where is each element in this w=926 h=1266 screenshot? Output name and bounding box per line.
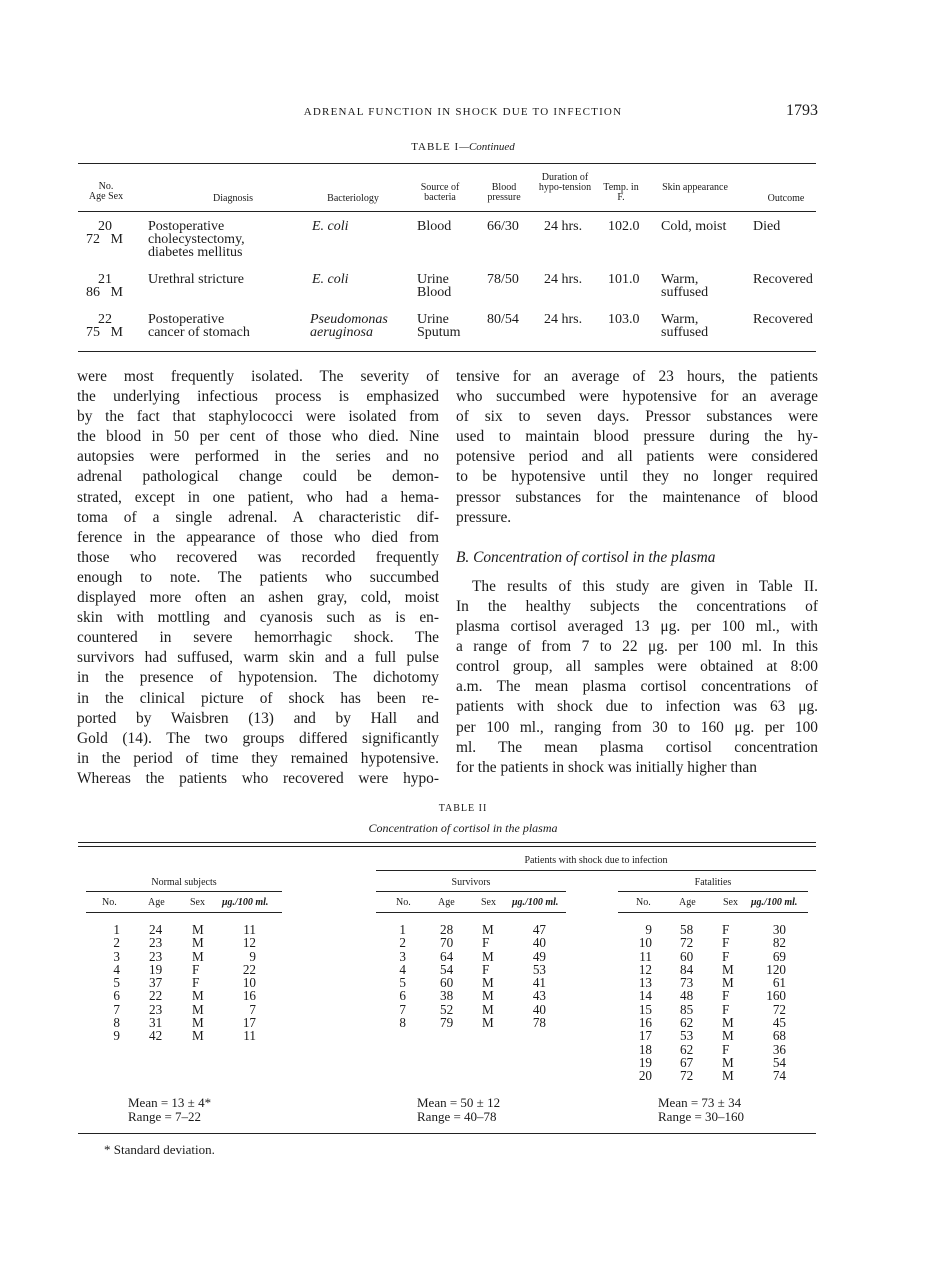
table2-cell: 18 — [638, 1041, 652, 1057]
surv-col-age — [440, 923, 453, 1029]
table2-cell: 4 — [113, 961, 120, 977]
survivors-range: Range = 40–78 — [417, 1108, 497, 1124]
t1-cell-temp: 101.0 — [608, 272, 640, 287]
running-title: ADRENAL FUNCTION IN SHOCK DUE TO INFECTION — [303, 106, 623, 118]
table2-cell: 24 — [149, 922, 163, 937]
table2-cell: 22 — [149, 988, 163, 1004]
survivors-rule — [376, 891, 566, 892]
t1-cell-diagnosis — [148, 220, 245, 259]
t1-cell-duration: 24 hrs. — [544, 272, 583, 287]
t1-header-no: No. — [98, 181, 114, 192]
table2-cell: M — [482, 922, 494, 937]
normal-h-sex: Sex — [190, 897, 205, 908]
right-p2-line: plasma cortisol averaged 13 μg. per 100 ml., with — [456, 618, 818, 636]
t1-diag-line: cancer of stomach — [148, 325, 250, 340]
table2-cell: F — [722, 935, 730, 951]
table2-cell: 60 — [680, 948, 694, 964]
t1-cell-outcome: Recovered — [753, 312, 813, 327]
table2-cell: 69 — [772, 948, 786, 964]
t1-cell-bacteriology: E. coli — [312, 219, 349, 234]
left-col-line: Gold (14). The two groups differed significantly — [77, 729, 439, 747]
table2-cell: 68 — [772, 1028, 786, 1044]
table2-cell: 40 — [532, 935, 546, 951]
table2-cell: 11 — [639, 948, 652, 964]
t1-skin-line: suffused — [661, 285, 709, 300]
table2-cell: 2 — [113, 935, 120, 951]
table2-cell: 53 — [680, 1028, 694, 1044]
fatalities-range: Range = 30–160 — [658, 1108, 745, 1124]
table2-cell: 73 — [680, 975, 694, 991]
right-p2-line: control group, all samples were obtained at 8:00 — [456, 658, 818, 676]
right-p2-line: a.m. The mean plasma cortisol concentrations of — [456, 678, 818, 696]
t1-bact-line: Pseudomonas — [310, 312, 388, 327]
body-left-column — [77, 367, 439, 789]
left-col-line: the blood in 50 per cent of those who died. Nine — [77, 428, 439, 446]
table2-cell: 72 — [680, 1068, 694, 1084]
t1-source-line: Sputum — [417, 325, 461, 340]
normal-header-rule — [86, 912, 282, 913]
table2-cell: 9 — [113, 1028, 120, 1044]
left-col-line: displayed more often an ashen gray, cold, moist — [77, 589, 439, 607]
fatalities-mean: Mean = 73 ± 34 — [658, 1095, 742, 1110]
right-p1-line: who succumbed were hypotensive for an average — [456, 388, 818, 406]
surv-h-age: Age — [438, 897, 455, 908]
table2-cell: 15 — [638, 1001, 652, 1017]
t1-header-outcome: Outcome — [767, 193, 805, 204]
left-col-line: enough to note. The patients who succumbed — [77, 568, 439, 586]
t1-cell-skin: Cold, moist — [661, 219, 727, 234]
table2-cell: 1 — [113, 922, 120, 937]
page-number: 1793 — [786, 102, 818, 119]
left-col-line: those who recovered was recorded frequently — [77, 548, 439, 566]
left-col-line: toma of a single adrenal. A characteristic dif- — [77, 508, 439, 526]
table2-cell: 54 — [440, 961, 454, 977]
t1-cell-diagnosis — [148, 313, 250, 339]
table2-cell: 13 — [638, 975, 652, 991]
table2-cell: M — [192, 1015, 204, 1031]
table2-cell: 11 — [243, 1028, 256, 1044]
t1-skin-line: Warm, — [661, 312, 699, 327]
table2-cell: 120 — [766, 961, 786, 977]
t1-cell-temp: 103.0 — [608, 312, 640, 327]
table2-cell: 72 — [680, 935, 694, 951]
section-heading: B. Concentration of cortisol in the plasma — [456, 548, 716, 566]
t1-cell-skin — [661, 313, 708, 339]
right-p2-line: The results of this study are given in Table II. — [472, 577, 818, 595]
table2-cell: F — [722, 1041, 730, 1057]
fat-h-no: No. — [636, 897, 651, 908]
t1-cell-no: 22 — [98, 312, 112, 327]
table2-cell: F — [722, 988, 730, 1004]
table2-cell: 12 — [242, 935, 256, 951]
table1-caption — [0, 141, 926, 153]
survivors-title: Survivors — [451, 877, 491, 888]
table2-cell: 72 — [772, 1001, 786, 1017]
table2-cell: 49 — [532, 948, 546, 964]
t1-header-bacteriology: Bacteriology — [327, 193, 379, 204]
table2-cell: 6 — [399, 988, 406, 1004]
table2-cell: M — [482, 988, 494, 1004]
t1-header-source: Source of bacteria — [420, 182, 460, 203]
table2-cell: 84 — [680, 961, 694, 977]
left-col-line: in the presence of hypotension. The dichotomy — [77, 669, 439, 687]
surv-col-no — [390, 923, 406, 1029]
table2-cell: 9 — [249, 948, 256, 964]
t1-skin-line: suffused — [661, 325, 709, 340]
t1-header-skin: Skin appearance — [662, 182, 728, 193]
table2-cell: 67 — [680, 1054, 694, 1070]
right-p1-line: tensive for an average of 23 hours, the patients — [456, 368, 818, 385]
table2-cell: 22 — [242, 961, 256, 977]
table2-cell: 62 — [680, 1015, 694, 1031]
left-col-line: ference in the appearance of those who died from — [77, 528, 439, 546]
left-col-line: in the period of time they remained hypotensive. — [77, 749, 439, 767]
t1-cell-temp: 102.0 — [608, 219, 640, 234]
table2-cell: F — [482, 935, 490, 951]
table2-cell: 23 — [149, 948, 163, 964]
table2-cell: 17 — [638, 1028, 652, 1044]
t1-skin-line: Warm, — [661, 272, 699, 287]
surv-h-unit: μg./100 ml. — [512, 897, 559, 908]
survivors-summary — [417, 1096, 500, 1123]
table2-cell: M — [722, 1015, 734, 1031]
table2-cell: 14 — [638, 988, 652, 1004]
table2-cell: 3 — [113, 948, 120, 964]
normal-col-age — [149, 923, 162, 1043]
table2-cell: 6 — [113, 988, 120, 1004]
table2-cell: 30 — [772, 922, 786, 937]
right-p1-line: of six to seven days. Pressor substances were — [456, 408, 818, 426]
table2-cell: 8 — [399, 1015, 406, 1031]
t1-cell-age-sex: 75 M — [86, 325, 123, 340]
table2-cell: 11 — [243, 922, 256, 937]
t1-cell-duration: 24 hrs. — [544, 219, 583, 234]
t1-header-duration: Duration of hypo-tension — [538, 172, 592, 193]
surv-col-value — [518, 923, 546, 1029]
table2-cell: 160 — [766, 988, 786, 1004]
table2-cell: 61 — [772, 975, 786, 991]
table2-cell: 12 — [638, 961, 652, 977]
t1-header-temp: Temp. in F. — [603, 182, 639, 203]
table2-bottom-rule — [78, 1133, 816, 1134]
table2-cell: 45 — [772, 1015, 786, 1031]
t1-cell-skin — [661, 273, 708, 299]
table2-cell: 78 — [532, 1015, 546, 1031]
table1-label: TABLE I — [411, 141, 460, 153]
table2-cell: F — [482, 961, 490, 977]
table2-cell: 9 — [645, 922, 652, 937]
t1-cell-bp: 66/30 — [487, 219, 519, 234]
table2-cell: M — [192, 1028, 204, 1044]
table2-cell: 23 — [149, 1001, 163, 1017]
body-right-column — [456, 367, 818, 778]
t1-cell-bp: 78/50 — [487, 272, 519, 287]
table2-cell: F — [192, 961, 200, 977]
fat-h-sex: Sex — [723, 897, 738, 908]
t1-diag-line: cholecystectomy, — [148, 232, 245, 247]
table2-title: Concentration of cortisol in the plasma — [368, 821, 558, 835]
t1-cell-source — [417, 313, 461, 339]
right-p2-line: for the patients in shock was initially higher than — [456, 758, 757, 776]
normal-mean: Mean = 13 ± 4* — [128, 1095, 212, 1110]
normal-h-no: No. — [102, 897, 117, 908]
table2-cell: 43 — [532, 988, 546, 1004]
t1-cell-duration: 24 hrs. — [544, 312, 583, 327]
table2-cell: M — [722, 961, 734, 977]
table2-cell: M — [482, 1001, 494, 1017]
table2-cell: 37 — [149, 975, 163, 991]
table2-cell: F — [722, 948, 730, 964]
t1-source-line: Urine — [417, 312, 449, 327]
table2-cell: M — [482, 1015, 494, 1031]
table2-cell: 16 — [638, 1015, 652, 1031]
table2-cell: 3 — [399, 948, 406, 964]
t1-cell-outcome: Died — [753, 219, 781, 234]
normal-h-age: Age — [148, 897, 165, 908]
surv-col-sex — [482, 923, 494, 1029]
surv-header-rule — [376, 912, 566, 913]
table2-cell: 19 — [638, 1054, 652, 1070]
table2 — [78, 840, 816, 1140]
t1-diag-line: Postoperative — [148, 219, 225, 234]
table2-footnote: * Standard deviation. — [104, 1142, 215, 1157]
group-rule — [376, 870, 816, 871]
right-paragraph-2 — [456, 577, 818, 778]
table2-cell: M — [722, 1054, 734, 1070]
t1-source-line: Urine — [417, 272, 449, 287]
surv-h-no: No. — [396, 897, 411, 908]
table2-cell: 82 — [772, 935, 786, 951]
t1-header-bp: Blood pressure — [487, 182, 521, 203]
table2-cell: 42 — [149, 1028, 163, 1044]
t1-bact-line: aeruginosa — [310, 325, 373, 340]
table2-cell: 64 — [440, 948, 454, 964]
table2-cell: 70 — [440, 935, 454, 951]
left-col-line: were most frequently isolated. The severity of — [77, 368, 439, 385]
fat-col-sex — [722, 923, 734, 1083]
left-col-line: ported by Waisbren (13) and by Hall and — [77, 709, 439, 727]
fatalities-rule — [618, 891, 808, 892]
table2-cell: 60 — [440, 975, 454, 991]
t1-source-line: Blood — [417, 285, 452, 300]
right-p2-line: ml. The mean plasma cortisol concentration — [456, 738, 818, 756]
left-col-line: the underlying infectious process is emphasized — [77, 388, 439, 406]
table2-cell: M — [192, 935, 204, 951]
normal-rule — [86, 891, 282, 892]
t1-cell-source: Blood — [417, 219, 452, 234]
table2-cell: 10 — [242, 975, 256, 991]
table2-cell: 74 — [772, 1068, 786, 1084]
left-col-line: in the clinical picture of shock has been re- — [77, 689, 439, 707]
table2-cell: 31 — [149, 1015, 163, 1031]
table2-cell: 62 — [680, 1041, 694, 1057]
surv-h-sex: Sex — [481, 897, 496, 908]
left-col-line: Whereas the patients who recovered were hypo- — [77, 769, 439, 787]
left-col-line: by the fact that staphylococci were isolated from — [77, 408, 439, 426]
normal-h-unit: μg./100 ml. — [222, 897, 269, 908]
survivors-mean: Mean = 50 ± 12 — [417, 1095, 501, 1110]
table2-cell: 36 — [772, 1041, 786, 1057]
t1-cell-bacteriology: E. coli — [312, 272, 349, 287]
table2-cell: 7 — [249, 1001, 256, 1017]
table2-cell: 19 — [149, 961, 163, 977]
table2-cell: M — [482, 975, 494, 991]
right-p1-line: potensive period and all patients were considered — [456, 448, 818, 466]
right-p1-line: pressor substances for the maintenance of blood — [456, 488, 818, 506]
left-col-line: autopsies were performed in the series and no — [77, 448, 439, 466]
table2-group-header: Patients with shock due to infection — [524, 855, 668, 866]
table2-cell: M — [722, 1028, 734, 1044]
table1-caption-suffix: —Continued — [459, 141, 515, 153]
fat-col-no — [632, 923, 652, 1083]
table2-cell: M — [482, 948, 494, 964]
table2-cell: 16 — [242, 988, 256, 1004]
table2-cell: M — [722, 975, 734, 991]
t1-cell-outcome: Recovered — [753, 272, 813, 287]
fat-col-value — [754, 923, 786, 1083]
left-col-line: strated, except in one patient, who had a hema- — [77, 488, 439, 506]
table2-cell: 41 — [532, 975, 546, 991]
table2-cell: 4 — [399, 961, 406, 977]
table2-cell: 20 — [638, 1068, 652, 1084]
table2-cell: 17 — [242, 1015, 256, 1031]
t1-cell-bp: 80/54 — [487, 312, 519, 327]
right-p2-line: patients with shock due to infection was 63 μg. — [456, 698, 818, 716]
t1-cell-source — [417, 273, 451, 299]
right-p1-line: to be hypotensive until they no longer required — [456, 468, 818, 486]
fat-h-unit: μg./100 ml. — [751, 897, 798, 908]
right-p1-line: pressure. — [456, 508, 512, 526]
normal-col-value — [228, 923, 256, 1043]
table2-cell: F — [192, 975, 200, 991]
table2-cell: 7 — [399, 1001, 406, 1017]
fat-header-rule — [618, 912, 808, 913]
table2-cell: 1 — [399, 922, 406, 937]
table2-cell: F — [722, 1001, 730, 1017]
right-p2-line: In the healthy subjects the concentrations of — [456, 597, 818, 615]
table2-cell: 2 — [399, 935, 406, 951]
right-p2-line: per 100 ml., ranging from 30 to 160 μg. per 100 — [456, 718, 818, 736]
table2-cell: 54 — [772, 1054, 786, 1070]
table1-header-rule — [78, 211, 816, 212]
right-paragraph-1 — [456, 367, 818, 528]
table2-cell: 52 — [440, 1001, 454, 1017]
normal-range: Range = 7–22 — [128, 1108, 202, 1124]
table2-cell: 53 — [532, 961, 546, 977]
table1-bottom-rule — [78, 351, 816, 352]
t1-cell-no: 21 — [98, 272, 112, 287]
table2-cell: 8 — [113, 1015, 120, 1031]
t1-diag-line: Postoperative — [148, 312, 225, 327]
t1-cell-bacteriology — [310, 313, 388, 339]
table2-cell: 48 — [680, 988, 694, 1004]
table2-cell: 40 — [532, 1001, 546, 1017]
table2-cell: M — [192, 1001, 204, 1017]
left-col-line: skin with mottling and cyanosis such as is en- — [77, 609, 439, 627]
table2-label: TABLE II — [438, 803, 488, 814]
table2-cell: F — [722, 922, 730, 937]
t1-cell-age-sex: 86 M — [86, 285, 123, 300]
table2-cell: 47 — [532, 922, 546, 937]
table2-cell: 28 — [440, 922, 454, 937]
table1-top-rule — [78, 163, 816, 164]
normal-col-sex — [192, 923, 204, 1043]
table2-cell: 10 — [638, 935, 652, 951]
table2-cell: 85 — [680, 1001, 694, 1017]
fatalities-title: Fatalities — [694, 877, 732, 888]
table2-cell: M — [192, 988, 204, 1004]
t1-cell-diagnosis: Urethral stricture — [148, 272, 245, 287]
normal-title: Normal subjects — [151, 877, 217, 888]
table2-cell: 38 — [440, 988, 454, 1004]
fatalities-summary — [658, 1096, 744, 1123]
fat-col-age — [680, 923, 693, 1083]
table2-cell: 5 — [399, 975, 406, 991]
right-p2-line: a range of from 7 to 22 μg. per 100 ml. In this — [456, 638, 818, 656]
left-col-line: adrenal pathological change could be demon- — [77, 468, 439, 486]
t1-cell-no: 20 — [98, 219, 112, 234]
table2-cell: 7 — [113, 1001, 120, 1017]
left-col-line: countered in severe hemorrhagic shock. The — [77, 629, 439, 647]
t1-header-age-sex: Age Sex — [88, 191, 124, 202]
table2-cell: 79 — [440, 1015, 454, 1031]
left-col-line: survivors had suffused, warm skin and a full pulse — [77, 649, 439, 667]
table2-cell: 23 — [149, 935, 163, 951]
t1-cell-age-sex: 72 M — [86, 232, 123, 247]
t1-header-diagnosis: Diagnosis — [213, 193, 253, 204]
fat-h-age: Age — [679, 897, 696, 908]
t1-diag-line: diabetes mellitus — [148, 245, 243, 260]
normal-summary — [128, 1096, 211, 1123]
table2-cell: M — [722, 1068, 734, 1084]
normal-col-no — [102, 923, 120, 1043]
table2-cell: 5 — [113, 975, 120, 991]
table2-cell: 58 — [680, 922, 694, 937]
table2-cell: M — [192, 922, 204, 937]
right-p1-line: used to maintain blood pressure during the hy- — [456, 428, 818, 446]
table2-cell: M — [192, 948, 204, 964]
